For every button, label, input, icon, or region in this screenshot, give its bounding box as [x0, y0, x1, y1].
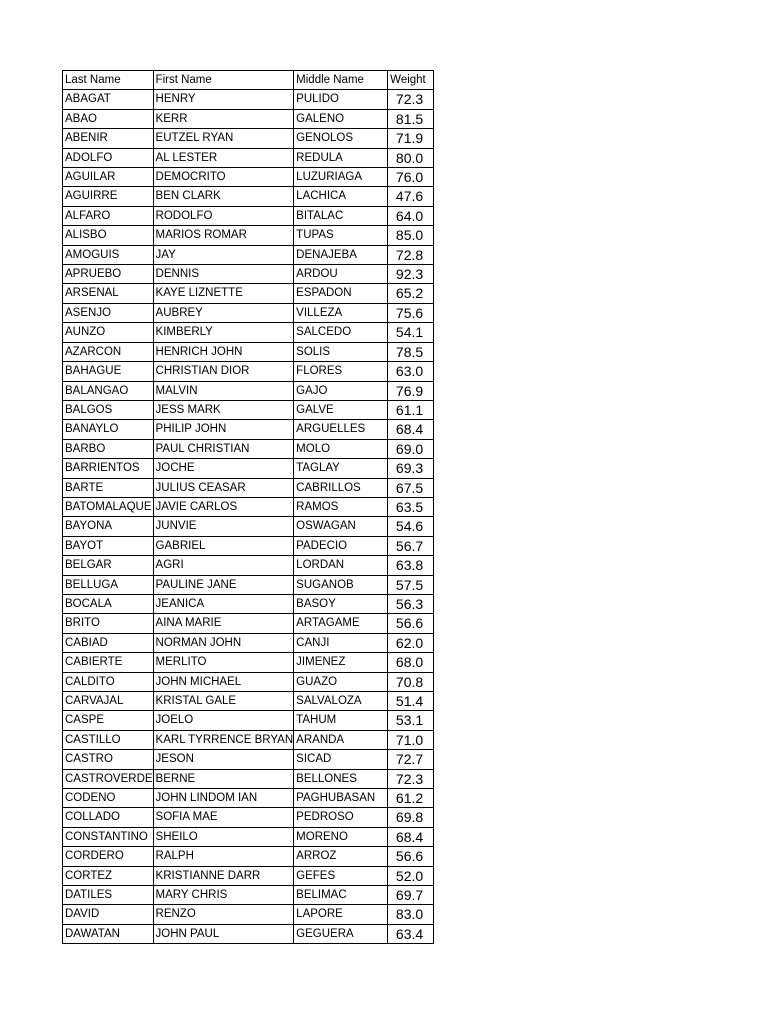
cell-first-name: PAULINE JANE [153, 575, 294, 594]
cell-middle-name: GUAZO [294, 672, 388, 691]
cell-weight: 67.5 [388, 478, 434, 497]
cell-last-name: BRITO [63, 614, 154, 633]
cell-middle-name: GENOLOS [294, 129, 388, 148]
table-row [63, 575, 434, 594]
cell-first-name: JOHN LINDOM IAN [153, 789, 294, 808]
cell-middle-name: SOLIS [294, 342, 388, 361]
cell-first-name: EUTZEL RYAN [153, 129, 294, 148]
cell-first-name: JESS MARK [153, 400, 294, 419]
cell-weight: 75.6 [388, 303, 434, 322]
cell-weight: 63.8 [388, 556, 434, 575]
cell-last-name: BANAYLO [63, 420, 154, 439]
cell-first-name: RALPH [153, 847, 294, 866]
cell-weight: 52.0 [388, 866, 434, 885]
table-row [63, 303, 434, 322]
cell-middle-name: ARTAGAME [294, 614, 388, 633]
cell-first-name: AINA MARIE [153, 614, 294, 633]
cell-middle-name: JIMENEZ [294, 653, 388, 672]
cell-first-name: JEANICA [153, 594, 294, 613]
cell-first-name: NORMAN JOHN [153, 633, 294, 652]
cell-middle-name: CABRILLOS [294, 478, 388, 497]
cell-first-name: PAUL CHRISTIAN [153, 439, 294, 458]
cell-weight: 63.0 [388, 362, 434, 381]
cell-middle-name: PAGHUBASAN [294, 789, 388, 808]
cell-middle-name: LAPORE [294, 905, 388, 924]
cell-middle-name: GALENO [294, 109, 388, 128]
cell-last-name: COLLADO [63, 808, 154, 827]
table-row [63, 730, 434, 749]
cell-middle-name: BELIMAC [294, 886, 388, 905]
cell-last-name: BALANGAO [63, 381, 154, 400]
cell-middle-name: SALVALOZA [294, 692, 388, 711]
cell-middle-name: ESPADON [294, 284, 388, 303]
cell-first-name: KAYE LIZNETTE [153, 284, 294, 303]
cell-middle-name: RAMOS [294, 497, 388, 516]
cell-weight: 72.3 [388, 90, 434, 109]
cell-middle-name: TUPAS [294, 226, 388, 245]
cell-weight: 56.6 [388, 847, 434, 866]
cell-weight: 72.8 [388, 245, 434, 264]
table-row [63, 556, 434, 575]
cell-middle-name: GEGUERA [294, 924, 388, 943]
cell-weight: 53.1 [388, 711, 434, 730]
cell-first-name: JUNVIE [153, 517, 294, 536]
cell-first-name: MALVIN [153, 381, 294, 400]
cell-last-name: ABAO [63, 109, 154, 128]
table-row [63, 265, 434, 284]
cell-last-name: CARVAJAL [63, 692, 154, 711]
cell-middle-name: PADECIO [294, 536, 388, 555]
cell-middle-name: TAHUM [294, 711, 388, 730]
cell-middle-name: GEFES [294, 866, 388, 885]
cell-weight: 69.0 [388, 439, 434, 458]
table-row [63, 633, 434, 652]
cell-weight: 61.2 [388, 789, 434, 808]
header-first-name: First Name [153, 71, 294, 90]
cell-middle-name: OSWAGAN [294, 517, 388, 536]
cell-first-name: AL LESTER [153, 148, 294, 167]
table-row [63, 439, 434, 458]
table-row [63, 711, 434, 730]
cell-first-name: KERR [153, 109, 294, 128]
cell-last-name: BARTE [63, 478, 154, 497]
cell-weight: 68.4 [388, 827, 434, 846]
cell-middle-name: PEDROSO [294, 808, 388, 827]
cell-first-name: AGRI [153, 556, 294, 575]
cell-first-name: KRISTIANNE DARR [153, 866, 294, 885]
cell-first-name: GABRIEL [153, 536, 294, 555]
table-row [63, 594, 434, 613]
cell-first-name: DENNIS [153, 265, 294, 284]
cell-first-name: MERLITO [153, 653, 294, 672]
cell-weight: 69.8 [388, 808, 434, 827]
cell-middle-name: REDULA [294, 148, 388, 167]
cell-weight: 54.1 [388, 323, 434, 342]
cell-last-name: ALFARO [63, 206, 154, 225]
cell-weight: 62.0 [388, 633, 434, 652]
cell-weight: 56.6 [388, 614, 434, 633]
cell-first-name: MARIOS ROMAR [153, 226, 294, 245]
table-row [63, 924, 434, 943]
cell-weight: 72.3 [388, 769, 434, 788]
cell-weight: 61.1 [388, 400, 434, 419]
cell-last-name: BARBO [63, 439, 154, 458]
cell-middle-name: BASOY [294, 594, 388, 613]
table-row [63, 362, 434, 381]
cell-first-name: HENRICH JOHN [153, 342, 294, 361]
table-row [63, 672, 434, 691]
table-row [63, 187, 434, 206]
cell-first-name: RENZO [153, 905, 294, 924]
cell-middle-name: SICAD [294, 750, 388, 769]
cell-weight: 81.5 [388, 109, 434, 128]
cell-weight: 70.8 [388, 672, 434, 691]
cell-last-name: AZARCON [63, 342, 154, 361]
cell-last-name: BAYOT [63, 536, 154, 555]
cell-weight: 68.0 [388, 653, 434, 672]
cell-weight: 63.4 [388, 924, 434, 943]
cell-first-name: PHILIP JOHN [153, 420, 294, 439]
cell-first-name: BEN CLARK [153, 187, 294, 206]
cell-last-name: ALISBO [63, 226, 154, 245]
table-row [63, 653, 434, 672]
cell-middle-name: VILLEZA [294, 303, 388, 322]
table-row [63, 206, 434, 225]
cell-middle-name: FLORES [294, 362, 388, 381]
cell-middle-name: PULIDO [294, 90, 388, 109]
cell-weight: 80.0 [388, 148, 434, 167]
cell-weight: 63.5 [388, 497, 434, 516]
cell-middle-name: GAJO [294, 381, 388, 400]
table-row [63, 497, 434, 516]
cell-middle-name: BITALAC [294, 206, 388, 225]
cell-last-name: CORDERO [63, 847, 154, 866]
cell-last-name: CODENO [63, 789, 154, 808]
cell-first-name: KARL TYRRENCE BRYAN [153, 730, 294, 749]
table-row [63, 245, 434, 264]
table-row [63, 769, 434, 788]
header-middle-name: Middle Name [294, 71, 388, 90]
cell-first-name: SOFIA MAE [153, 808, 294, 827]
table-row [63, 478, 434, 497]
cell-last-name: CABIERTE [63, 653, 154, 672]
cell-middle-name: DENAJEBA [294, 245, 388, 264]
table-row [63, 90, 434, 109]
cell-weight: 56.3 [388, 594, 434, 613]
cell-last-name: BELLUGA [63, 575, 154, 594]
table-row [63, 517, 434, 536]
cell-first-name: KIMBERLY [153, 323, 294, 342]
cell-middle-name: LACHICA [294, 187, 388, 206]
cell-last-name: CORTEZ [63, 866, 154, 885]
cell-weight: 71.0 [388, 730, 434, 749]
cell-last-name: AGUILAR [63, 168, 154, 187]
cell-last-name: CASTRO [63, 750, 154, 769]
table-row [63, 459, 434, 478]
cell-first-name: JOCHE [153, 459, 294, 478]
cell-weight: 76.9 [388, 381, 434, 400]
table-row [63, 866, 434, 885]
cell-first-name: JAY [153, 245, 294, 264]
cell-first-name: JAVIE CARLOS [153, 497, 294, 516]
cell-last-name: BATOMALAQUE [63, 497, 154, 516]
cell-middle-name: GALVE [294, 400, 388, 419]
cell-first-name: BERNE [153, 769, 294, 788]
cell-last-name: CASTROVERDE [63, 769, 154, 788]
table-row [63, 789, 434, 808]
table-row [63, 148, 434, 167]
table-row [63, 323, 434, 342]
cell-weight: 47.6 [388, 187, 434, 206]
cell-last-name: ABAGAT [63, 90, 154, 109]
header-row [63, 71, 434, 90]
cell-first-name: MARY CHRIS [153, 886, 294, 905]
cell-middle-name: BELLONES [294, 769, 388, 788]
cell-middle-name: MORENO [294, 827, 388, 846]
cell-last-name: CONSTANTINO [63, 827, 154, 846]
cell-last-name: DATILES [63, 886, 154, 905]
cell-weight: 71.9 [388, 129, 434, 148]
cell-last-name: DAWATAN [63, 924, 154, 943]
table-row [63, 614, 434, 633]
cell-middle-name: TAGLAY [294, 459, 388, 478]
cell-last-name: ADOLFO [63, 148, 154, 167]
cell-last-name: ABENIR [63, 129, 154, 148]
cell-first-name: JESON [153, 750, 294, 769]
cell-last-name: BELGAR [63, 556, 154, 575]
cell-first-name: DEMOCRITO [153, 168, 294, 187]
cell-last-name: BAYONA [63, 517, 154, 536]
cell-weight: 78.5 [388, 342, 434, 361]
cell-last-name: AMOGUIS [63, 245, 154, 264]
cell-middle-name: MOLO [294, 439, 388, 458]
weight-table [62, 70, 434, 944]
table-row [63, 905, 434, 924]
cell-last-name: CASTILLO [63, 730, 154, 749]
cell-last-name: BARRIENTOS [63, 459, 154, 478]
table-row [63, 109, 434, 128]
cell-first-name: JOHN MICHAEL [153, 672, 294, 691]
cell-first-name: HENRY [153, 90, 294, 109]
table-row [63, 886, 434, 905]
cell-weight: 51.4 [388, 692, 434, 711]
table-row [63, 536, 434, 555]
table-row [63, 750, 434, 769]
cell-last-name: BALGOS [63, 400, 154, 419]
table-row [63, 168, 434, 187]
cell-first-name: JOELO [153, 711, 294, 730]
cell-last-name: ASENJO [63, 303, 154, 322]
cell-middle-name: ARDOU [294, 265, 388, 284]
cell-last-name: AUNZO [63, 323, 154, 342]
cell-last-name: CABIAD [63, 633, 154, 652]
table-row [63, 226, 434, 245]
cell-weight: 76.0 [388, 168, 434, 187]
table-body [63, 71, 434, 944]
cell-weight: 54.6 [388, 517, 434, 536]
cell-last-name: APRUEBO [63, 265, 154, 284]
cell-middle-name: ARGUELLES [294, 420, 388, 439]
cell-first-name: JOHN PAUL [153, 924, 294, 943]
cell-weight: 83.0 [388, 905, 434, 924]
header-last-name: Last Name [63, 71, 154, 90]
table-row [63, 827, 434, 846]
table-row [63, 847, 434, 866]
cell-weight: 92.3 [388, 265, 434, 284]
cell-first-name: SHEILO [153, 827, 294, 846]
cell-middle-name: ARANDA [294, 730, 388, 749]
table-row [63, 129, 434, 148]
cell-last-name: CASPE [63, 711, 154, 730]
table-row [63, 400, 434, 419]
table-row [63, 808, 434, 827]
cell-middle-name: LORDAN [294, 556, 388, 575]
cell-first-name: JULIUS CEASAR [153, 478, 294, 497]
cell-first-name: AUBREY [153, 303, 294, 322]
table-row [63, 342, 434, 361]
cell-first-name: KRISTAL GALE [153, 692, 294, 711]
table-row [63, 420, 434, 439]
cell-weight: 57.5 [388, 575, 434, 594]
cell-weight: 56.7 [388, 536, 434, 555]
cell-weight: 68.4 [388, 420, 434, 439]
cell-first-name: RODOLFO [153, 206, 294, 225]
cell-weight: 69.7 [388, 886, 434, 905]
cell-middle-name: CANJI [294, 633, 388, 652]
cell-middle-name: LUZURIAGA [294, 168, 388, 187]
cell-weight: 64.0 [388, 206, 434, 225]
cell-middle-name: SALCEDO [294, 323, 388, 342]
cell-middle-name: ARROZ [294, 847, 388, 866]
cell-weight: 69.3 [388, 459, 434, 478]
cell-first-name: CHRISTIAN DIOR [153, 362, 294, 381]
table-row [63, 692, 434, 711]
table-row [63, 381, 434, 400]
cell-last-name: BAHAGUE [63, 362, 154, 381]
cell-weight: 65.2 [388, 284, 434, 303]
cell-weight: 72.7 [388, 750, 434, 769]
cell-weight: 85.0 [388, 226, 434, 245]
cell-last-name: ARSENAL [63, 284, 154, 303]
cell-last-name: DAVID [63, 905, 154, 924]
cell-last-name: AGUIRRE [63, 187, 154, 206]
header-weight: Weight [388, 71, 434, 90]
cell-middle-name: SUGANOB [294, 575, 388, 594]
cell-last-name: CALDITO [63, 672, 154, 691]
cell-last-name: BOCALA [63, 594, 154, 613]
table-row [63, 284, 434, 303]
